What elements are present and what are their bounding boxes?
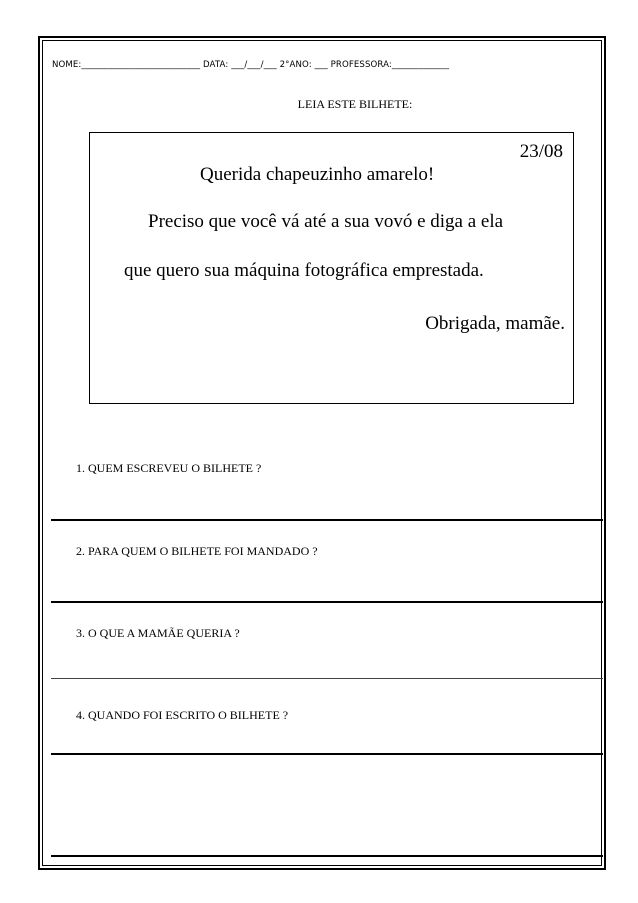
note-body-line-2: que quero sua máquina fotográfica emprestada. (124, 260, 484, 281)
answer-line-1[interactable] (51, 519, 603, 521)
student-info-header: NOME:___________________________ DATA: ___/___/___ 2°ANO: ___ PROFESSORA:_____________ (52, 60, 450, 70)
question-1: 1. QUEM ESCREVEU O BILHETE ? (76, 461, 262, 475)
note-box (89, 132, 574, 404)
answer-line-5[interactable] (51, 855, 603, 857)
question-4: 4. QUANDO FOI ESCRITO O BILHETE ? (76, 708, 289, 722)
answer-line-2[interactable] (51, 601, 603, 603)
note-greeting: Querida chapeuzinho amarelo! (200, 164, 435, 185)
question-2: 2. PARA QUEM O BILHETE FOI MANDADO ? (76, 544, 318, 558)
note-date: 23/08 (519, 141, 563, 162)
answer-line-3[interactable] (51, 678, 603, 679)
answer-line-4[interactable] (51, 753, 603, 755)
note-signature: Obrigada, mamãe. (425, 313, 565, 334)
instruction-heading: LEIA ESTE BILHETE: (297, 97, 413, 111)
note-body-line-1: Preciso que você vá até a sua vovó e diga a ela (148, 211, 504, 232)
question-3: 3. O QUE A MAMÃE QUERIA ? (76, 626, 240, 640)
